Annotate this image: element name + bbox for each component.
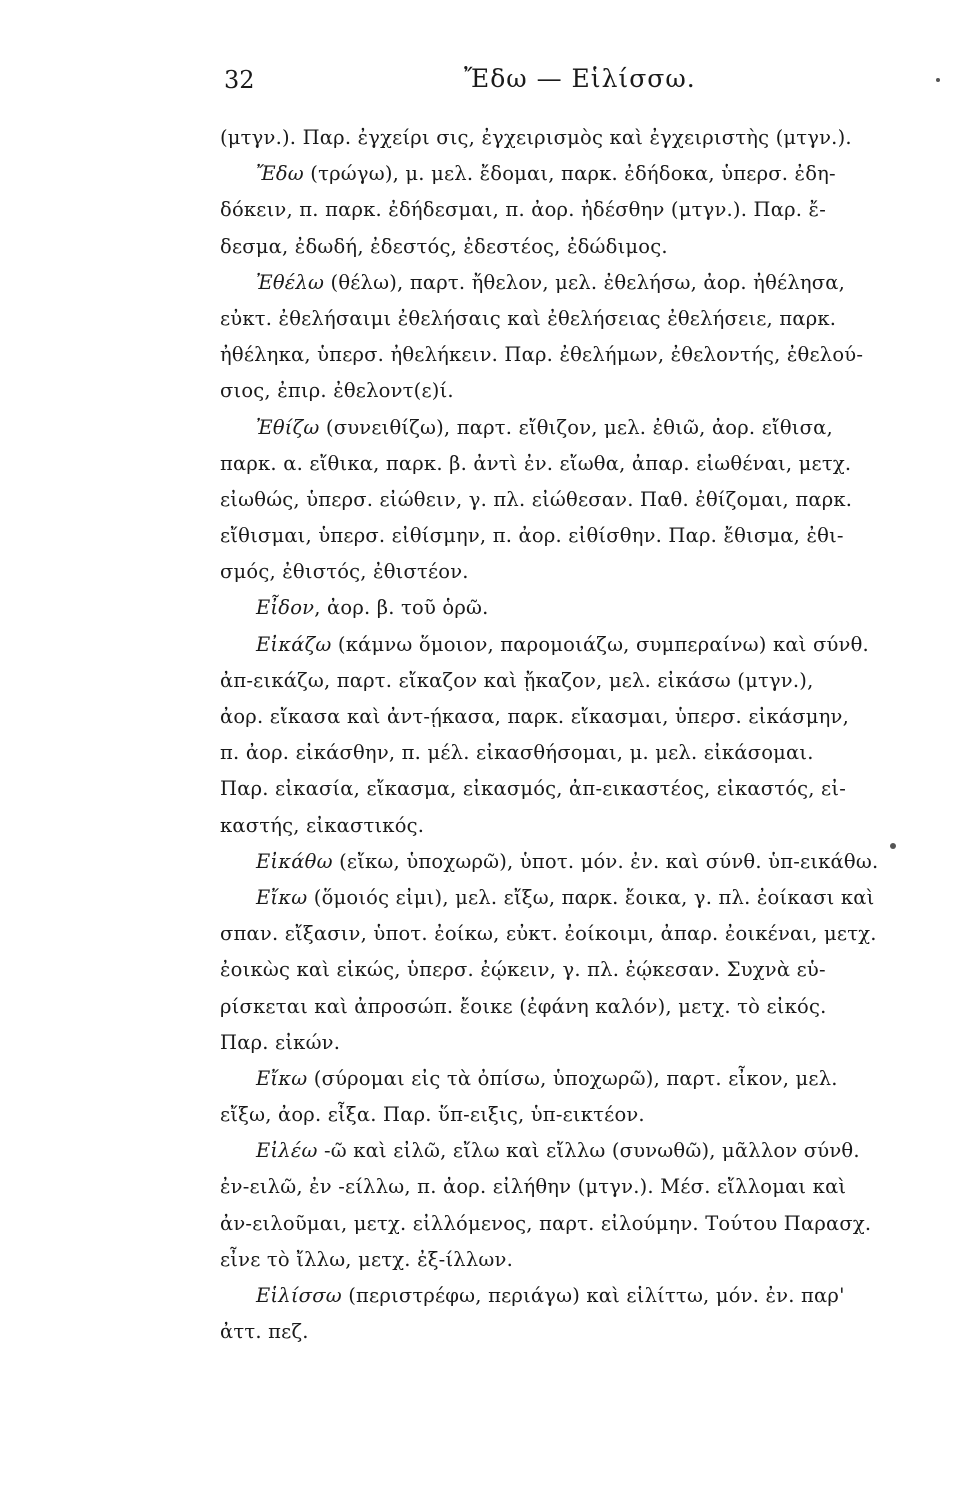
line-text: (κάμνω ὅμοιον, παρομοιάζω, συμπεραίνω) καὶ σύνθ. [331, 632, 869, 656]
page-body [220, 120, 915, 1350]
entry-first-line [220, 627, 915, 663]
entry-first-line [220, 156, 915, 192]
line-text: Παρ. εἰκασία, εἴκασμα, εἰκασμός, ἀπ-εικαστέος, εἰκαστός, εἰ- [220, 777, 846, 801]
text-line [220, 1025, 915, 1061]
entry-first-line [220, 590, 915, 626]
text-line [220, 229, 915, 265]
entry-headword: Ἐθέλω [256, 270, 325, 294]
line-text: ἀν-ειλοῦμαι, μετχ. εἰλλόμενος, παρτ. εἰλούμην. Τούτου Παρασχ. [220, 1211, 872, 1235]
line-text: εὐκτ. ἐθελήσαιμι ἐθελήσαις καὶ ἐθελήσειας ἐθελήσειε, παρκ. [220, 306, 837, 330]
line-text: εἰωθώς, ὑπερσ. εἰώθειν, γ. πλ. εἰώθεσαν. Παθ. ἐθίζομαι, παρκ. [220, 487, 853, 511]
line-text: ρίσκεται καὶ ἀπροσώπ. ἔοικε (ἐφάνη καλόν), μετχ. τὸ εἰκός. [220, 994, 827, 1018]
entry-headword: Εἰλέω [256, 1139, 318, 1163]
line-text: (ὅμοιός εἰμι), μελ. εἴξω, παρκ. ἔοικα, γ. πλ. ἐοίκασι καὶ [307, 885, 875, 909]
text-line [220, 771, 915, 807]
text-line [220, 916, 915, 952]
entry-headword: Εἱλίσσω [256, 1284, 342, 1307]
page-header [224, 62, 919, 102]
line-text: (θέλω), παρτ. ἤθελον, μελ. ἐθελήσω, ἀορ. ἠθέλησα, [324, 270, 846, 294]
line-text: ἐν-ειλῶ, ἐν -είλλω, π. ἀορ. εἰλήθην (μτγν.). Μέσ. εἴλλομαι καὶ [220, 1175, 847, 1199]
line-text: παρκ. α. εἴθικα, παρκ. β. ἀντὶ ἐν. εἴωθα, ἀπαρ. εἰωθέναι, μετχ. [220, 451, 852, 475]
text-line [220, 1097, 915, 1133]
entry-first-line [220, 844, 915, 880]
entry-headword: Ἐθίζω [256, 415, 320, 439]
line-text: σμός, ἐθιστός, ἐθιστέον. [220, 560, 469, 584]
entry-headword: Εἶδον [256, 596, 315, 620]
entry-headword: Εἴκω [256, 885, 308, 909]
entry-first-line [220, 1133, 915, 1169]
line-text: δόκειν, π. παρκ. ἐδήδεσμαι, π. ἀορ. ἠδέσθην (μτγν.). Παρ. ἔ- [220, 198, 826, 222]
text-line [220, 1169, 915, 1205]
line-text: εἴθισμαι, ὑπερσ. εἰθίσμην, π. ἀορ. εἰθίσθην. Παρ. ἔθισμα, ἐθι- [220, 524, 844, 548]
text-line [220, 1314, 915, 1350]
line-text: (τρώγω), μ. μελ. ἔδομαι, παρκ. ἐδήδοκα, ὑπερσ. ἐδη- [303, 162, 836, 186]
page-number: 32 [224, 66, 255, 94]
line-text: σιος, ἐπιρ. ἐθελοντ(ε)ί. [220, 379, 454, 403]
text-line [220, 699, 915, 735]
text-line [220, 120, 915, 156]
line-text: εἴξω, ἀορ. εἶξα. Παρ. ὕπ-ειξις, ὑπ-εικτέον. [220, 1103, 645, 1127]
text-line [220, 373, 915, 409]
line-text: δεσμα, ἐδωδή, ἐδεστός, ἐδεστέος, ἐδώδιμος. [220, 234, 668, 258]
text-line [220, 989, 915, 1025]
text-line [220, 301, 915, 337]
line-text: (μτγν.). Παρ. ἐγχείρι σις, ἐγχειρισμὸς καὶ ἐγχειριστὴς (μτγν.). [220, 126, 852, 149]
line-text: -ῶ καὶ εἰλῶ, εἴλω καὶ εἴλλω (συνωθῶ), μᾶλλον σύνθ. [317, 1139, 860, 1163]
entry-first-line [220, 265, 915, 301]
line-text: (σύρομαι εἰς τὰ ὀπίσω, ὑποχωρῶ), παρτ. εἶκον, μελ. [307, 1066, 838, 1090]
entry-first-line [220, 410, 915, 446]
text-line [220, 337, 915, 373]
scan-speck [890, 843, 896, 849]
text-line [220, 1206, 915, 1242]
text-line [220, 518, 915, 554]
entry-first-line [220, 1278, 915, 1314]
running-head: Ἔδω — Εἱλίσσω. [464, 64, 696, 93]
line-text: ἀττ. πεζ. [220, 1320, 309, 1344]
line-text: , ἀορ. β. τοῦ ὁρῶ. [314, 596, 489, 620]
line-text: ἀορ. εἴκασα καὶ ἀντ-ῄκασα, παρκ. εἴκασμαι, ὑπερσ. εἰκάσμην, [220, 705, 849, 728]
text-line [220, 554, 915, 590]
entry-headword: Εἰκάθω [256, 849, 333, 873]
text-line [220, 808, 915, 844]
line-text: Παρ. εἰκών. [220, 1030, 341, 1054]
line-text: ἐοικὼς καὶ εἰκώς, ὑπερσ. ἐῴκειν, γ. πλ. ἐῴκεσαν. Συχνὰ εὑ- [220, 958, 826, 982]
text-line [220, 663, 915, 699]
line-text: π. ἀορ. εἰκάσθην, π. μέλ. εἰκασθήσομαι, μ. μελ. εἰκάσομαι. [220, 741, 814, 765]
line-text: ἀπ-εικάζω, παρτ. εἴκαζον καὶ ᾔκαζον, μελ. εἰκάσω (μτγν.), [220, 668, 814, 692]
line-text: ἠθέληκα, ὑπερσ. ἠθελήκειν. Παρ. ἐθελήμων, ἐθελοντής, ἐθελού- [220, 343, 864, 367]
entry-headword: Εἰκάζω [256, 632, 332, 656]
text-line [220, 482, 915, 518]
entry-headword: Ἔδω [256, 162, 304, 186]
entry-first-line [220, 1061, 915, 1097]
line-text: καστής, εἰκαστικός. [220, 813, 425, 837]
text-line [220, 446, 915, 482]
line-text: (περιστρέφω, περιάγω) καὶ εἱλίττω, μόν. ἐν. παρ' [341, 1284, 845, 1307]
line-text: (εἴκω, ὑποχωρῶ), ὑποτ. μόν. ἐν. καὶ σύνθ. ὑπ-εικάθω. [332, 849, 879, 873]
line-text: σπαν. εἴξασιν, ὑποτ. ἐοίκω, εὐκτ. ἐοίκοιμι, ἀπαρ. ἐοικέναι, μετχ. [220, 922, 877, 946]
entry-headword: Εἴκω [256, 1066, 308, 1090]
text-line [220, 1242, 915, 1278]
line-text: εἶνε τὸ ἴλλω, μετχ. ἐξ-ίλλων. [220, 1247, 513, 1271]
text-line [220, 735, 915, 771]
text-line [220, 192, 915, 228]
entry-first-line [220, 880, 915, 916]
scan-speck [936, 78, 940, 82]
line-text: (συνειθίζω), παρτ. εἴθιζον, μελ. ἐθιῶ, ἀορ. εἴθισα, [319, 415, 833, 439]
text-line [220, 952, 915, 988]
